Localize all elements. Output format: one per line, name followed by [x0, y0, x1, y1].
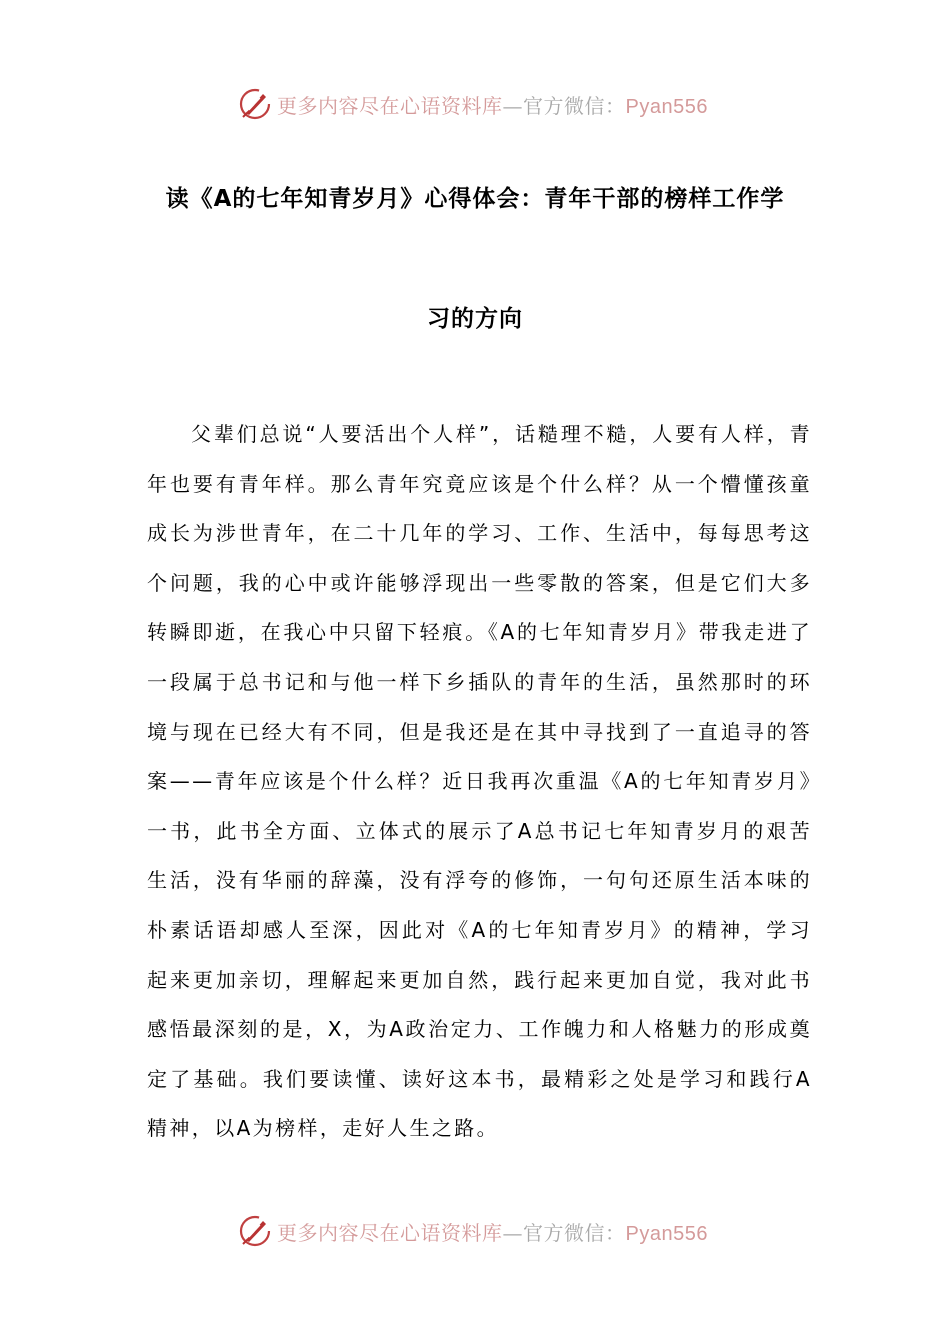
footer-banner — [0, 1211, 950, 1251]
document-title-line-2: 习的方向 — [427, 306, 523, 332]
header-banner-content — [237, 86, 708, 122]
wechat-id: Pyan556 — [625, 1222, 708, 1245]
footer-banner-content — [237, 1213, 708, 1249]
quill-pen-logo-icon — [237, 86, 273, 122]
brand-name: 更多内容尽在心语资料库 — [277, 1220, 503, 1245]
body-paragraph: 父辈们总说“人要活出个人样”，话糙理不糙，人要有人样，青年也要有青年样。那么青年究竟应该是个什么样？从一个懵懂孩童成长为涉世青年，在二十几年的学习、工作、生活中，每每思考这个问题，我的心中或许能够浮现出一些零散的答案，但是它们大多转瞬即逝，在我心中只留下轻痕。《A的七年知青岁月》带我走进了一段属于总书记和与他一样下乡插队的青年的生活，虽然那时的环境与现在已经大有不同，但是我还是在其中寻找到了一直追寻的答案——青年应该是个什么样？近日我再次重温《A的七年知青岁月》一书，此书全方面、立体式的展示了A总书记七年知青岁月的艰苦生活，没有华丽的辞藻，没有浮夸的修饰，一句句还原生活本味的朴素话语却感人至深，因此对《A的七年知青岁月》的精神，学习起来更加亲切，理解起来更加自然，践行起来更加自觉，我对此书感悟最深刻的是，X，为A政治定力、工作魄力和人格魅力的形成奠定了基础。我们要读懂、读好这本书，最精彩之处是学习和践行A精神，以A为榜样，走好人生之路。 — [147, 422, 812, 1141]
quill-pen-logo-icon — [237, 1213, 273, 1249]
document-title-line-1: 读《A的七年知青岁月》心得体会：青年干部的榜样工作学 — [165, 186, 785, 212]
wechat-label: 官方微信： — [523, 93, 626, 118]
brand-name: 更多内容尽在心语资料库 — [277, 93, 503, 118]
footer-banner-text — [277, 1217, 708, 1246]
header-banner — [0, 84, 950, 124]
wechat-label: 官方微信： — [523, 1220, 626, 1245]
header-banner-text — [277, 90, 708, 119]
banner-separator: — — [502, 93, 524, 118]
wechat-id: Pyan556 — [625, 95, 708, 118]
banner-separator: — — [502, 1220, 524, 1245]
